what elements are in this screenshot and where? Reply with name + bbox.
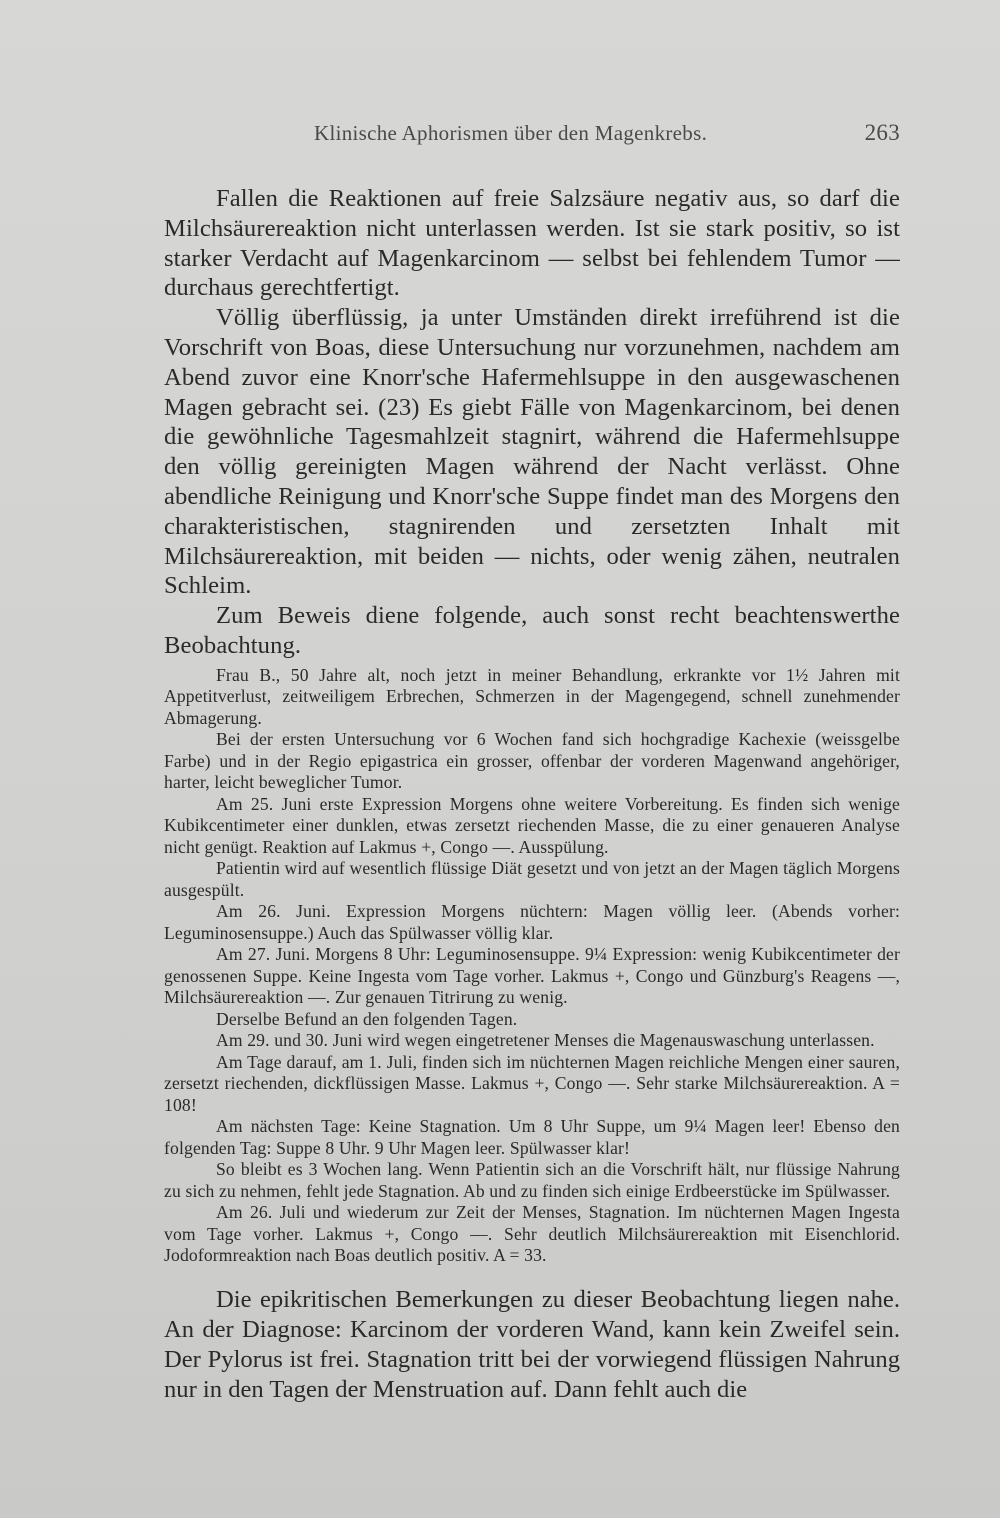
case-paragraph: Patientin wird auf wesentlich flüssige Diät gesetzt und von jetzt an der Magen täglich Morgens ausgespült. (164, 858, 900, 900)
case-paragraph: Am Tage darauf, am 1. Juli, finden sich im nüchternen Magen reichliche Mengen einer sauren, zersetzt riechenden, dickflüssigen Masse. Lakmus +, Congo —. Sehr starke Milchsäurereaktion. A = 108! (164, 1051, 900, 1115)
case-paragraph: Am 25. Juni erste Expression Morgens ohne weitere Vorbereitung. Es finden sich wenige Kubikcentimeter einer dunklen, etwas zersetzt riechenden Masse, die zu einer genaueren Analyse nicht genügt. Reaktion auf Lakmus +, Congo —. Ausspülung. (164, 793, 900, 857)
body-text (164, 184, 900, 661)
case-paragraph: Am 29. und 30. Juni wird wegen eingetretener Menses die Magenauswaschung unterlassen. (216, 1030, 875, 1051)
paragraph: Völlig überflüssig, ja unter Umständen direkt irreführend ist die Vorschrift von Boas, diese Untersuchung nur vorzunehmen, nachdem am Abend zuvor eine Knorr'sche Hafermehlsuppe in den ausgewaschenen Magen gebracht sei. (23) Es giebt Fälle von Magenkarcinom, bei denen die gewöhnliche Tagesmahlzeit stagnirt, während die Hafermehlsuppe den völlig gereinigten Magen während der Nacht verlässt. Ohne abendliche Reinigung und Knorr'sche Suppe findet man des Morgens den charakteristischen, stagnirenden und zersetzten Inhalt mit Milchsäurereaktion, mit beiden — nichts, oder wenig zähen, neutralen Schleim. (164, 304, 900, 600)
paragraph: Fallen die Reaktionen auf freie Salzsäure negativ aus, so darf die Milchsäurereaktion nicht unterlassen werden. Ist sie stark positiv, so ist starker Verdacht auf Magenkarcinom — selbst bei fehlendem Tumor — durchaus gerechtfertigt. (164, 185, 900, 302)
page-header (164, 120, 900, 146)
paragraph: Die epikritischen Bemerkungen zu dieser Beobachtung liegen nahe. An der Diagnose: Karcinom der vorderen Wand, kann kein Zweifel sein. Der Pylorus ist frei. Stagnation tritt bei der vorwiegend flüssigen Nahrung nur in den Tagen der Menstruation auf. Dann fehlt auch die (164, 1285, 900, 1403)
page-number: 263 (864, 120, 900, 145)
case-paragraph: Derselbe Befund an den folgenden Tagen. (216, 1008, 518, 1029)
closing-text (164, 1285, 900, 1405)
case-paragraph: Bei der ersten Untersuchung vor 6 Wochen fand sich hochgradige Kachexie (weissgelbe Farbe) und in der Regio epigastrica ein grosser, offenbar der vorderen Magenwand angehöriger, harter, leicht beweglicher Tumor. (164, 729, 900, 793)
case-paragraph: Frau B., 50 Jahre alt, noch jetzt in meiner Behandlung, erkrankte vor 1½ Jahren mit Appetitverlust, zeitweiligem Erbrechen, Schmerzen in der Magengegend, schnell zunehmender Abmagerung. (164, 664, 900, 728)
case-report (164, 665, 900, 1267)
case-paragraph: Am nächsten Tage: Keine Stagnation. Um 8 Uhr Suppe, um 9¼ Magen leer! Ebenso den folgenden Tag: Suppe 8 Uhr. 9 Uhr Magen leer. Spülwasser klar! (164, 1116, 900, 1158)
case-paragraph: Am 26. Juni. Expression Morgens nüchtern: Magen völlig leer. (Abends vorher: Leguminosensuppe.) Auch das Spülwasser völlig klar. (164, 901, 900, 943)
paragraph: Zum Beweis diene folgende, auch sonst recht beachtenswerthe Beobachtung. (164, 602, 900, 659)
case-paragraph: So bleibt es 3 Wochen lang. Wenn Patientin sich an die Vorschrift hält, nur flüssige Nahrung zu sich zu nehmen, fehlt jede Stagnation. Ab und zu finden sich einige Erdbeerstücke im Spülwasser. (164, 1159, 900, 1201)
running-title: Klinische Aphorismen über den Magenkrebs. (314, 121, 708, 145)
case-paragraph: Am 26. Juli und wiederum zur Zeit der Menses, Stagnation. Im nüchternen Magen Ingesta vom Tage vorher. Lakmus +, Congo —. Sehr deutlich Milchsäurereaktion mit Eisenchlorid. Jodoformreaktion nach Boas deutlich positiv. A = 33. (164, 1202, 900, 1266)
case-paragraph: Am 27. Juni. Morgens 8 Uhr: Leguminosensuppe. 9¼ Expression: wenig Kubikcentimeter der genossenen Suppe. Keine Ingesta vom Tage vorher. Lakmus +, Congo und Günzburg's Reagens —, Milchsäurereaktion —. Zur genauen Titrirung zu wenig. (164, 944, 900, 1008)
